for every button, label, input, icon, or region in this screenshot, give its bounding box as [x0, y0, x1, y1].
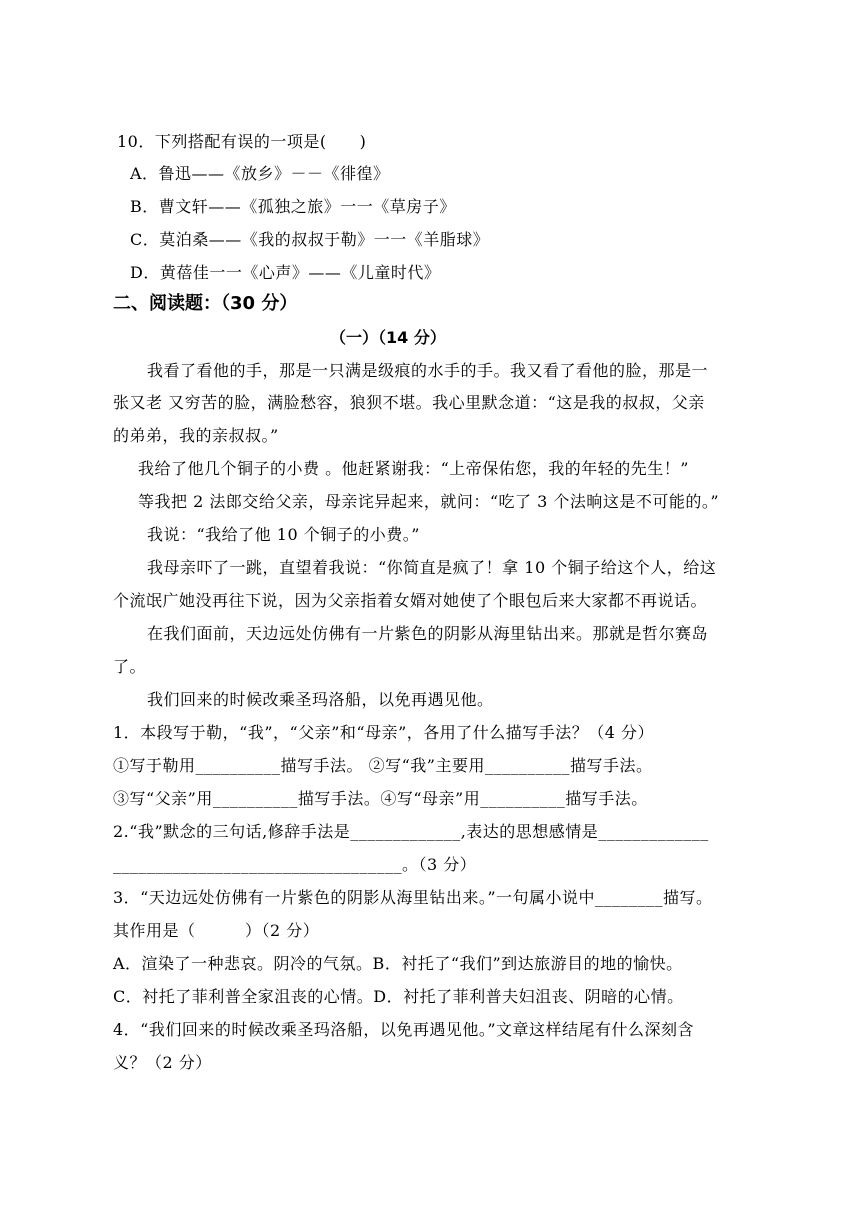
question-3: 3．“天边远处仿佛有一片紫色的阴影从海里钻出来。”一句属小说中________描写。 — [113, 888, 713, 907]
passage-line: 我说：“我给了他 10 个铜子的小费。” — [147, 525, 420, 544]
question-1-blanks-b: ③写“父亲”用__________描写手法。④写“母亲”用__________描写手法。 — [113, 789, 648, 808]
question-3-option-ab: A．渲染了一种悲哀。阴冷的气氛。B．衬托了“我们”到达旅游目的地的愉快。 — [113, 954, 683, 973]
passage-line: 等我把 2 法郎交给父亲，母亲诧异起来，就问：“吃了 3 个法晌这是不可能的。” — [138, 492, 720, 511]
passage-line: 个流氓广她没再往下说，因为父亲指着女婿对她使了个眼包后来大家都不再说话。 — [113, 591, 708, 610]
passage-line: 了。 — [113, 657, 147, 676]
passage-line: 的弟弟，我的亲叔叔。” — [113, 426, 279, 445]
passage-line: 我给了他几个铜子的小费 。他赶紧谢我：“上帝保佑您，我的年轻的先生！” — [138, 459, 689, 478]
option-b: B．曹文轩——《孤独之旅》一一《草房子》 — [130, 197, 456, 216]
question-1: 1．本段写于勒，“我”，“父亲”和“母亲”，各用了什么描写手法？（4 分） — [113, 723, 655, 742]
passage-line: 张又老 又穷苦的脸，满脸愁容，狼狈不堪。我心里默念道：“这是我的叔叔，父亲 — [113, 393, 705, 412]
passage-line: 在我们面前，天边远处仿佛有一片紫色的阴影从海里钻出来。那就是哲尔赛岛 — [147, 624, 709, 643]
question-2: 2.“我”默念的三句话,修辞手法是_____________,表达的思想感情是_____________ — [113, 822, 709, 841]
passage-line: 我母亲吓了一跳，直望着我说：“你简直是疯了！拿 10 个铜子给这个人，给这 — [147, 558, 717, 577]
option-a: A．鲁迅——《放乡》－－《徘徨》 — [130, 164, 390, 183]
question-4-cont: 义？（2 分） — [113, 1053, 212, 1072]
question-1-blanks-a: ①写于勒用__________描写手法。 ②写“我”主要用__________描写手法。 — [113, 756, 653, 775]
option-c: C．莫泊桑——《我的叔叔于勒》一一《羊脂球》 — [130, 230, 490, 249]
question-3-cont: 其作用是（ ）（2 分） — [113, 921, 320, 940]
question-3-option-cd: C．衬托了菲利普全家沮丧的心情。D．衬托了菲利普夫妇沮丧、阴暗的心情。 — [113, 987, 684, 1006]
question-2-cont: __________________________________。（3 分） — [113, 855, 477, 874]
passage-line: 我们回来的时候改乘圣玛洛船，以免再遇见他。 — [147, 690, 494, 709]
option-d: D．黄蓓佳一一《心声》——《儿童时代》 — [130, 263, 441, 282]
section-title: 二、阅读题：（30 分） — [113, 293, 298, 314]
passage-title: （一）（14 分） — [330, 328, 446, 347]
question-4: 4．“我们回来的时候改乘圣玛洛船，以免再遇见他。”文章这样结尾有什么深刻含 — [113, 1020, 695, 1039]
passage-line: 我看了看他的手，那是一只满是级痕的水手的手。我又看了看他的脸，那是一 — [147, 361, 709, 380]
question-10-stem: 10．下列搭配有误的一项是( ) — [117, 132, 367, 151]
